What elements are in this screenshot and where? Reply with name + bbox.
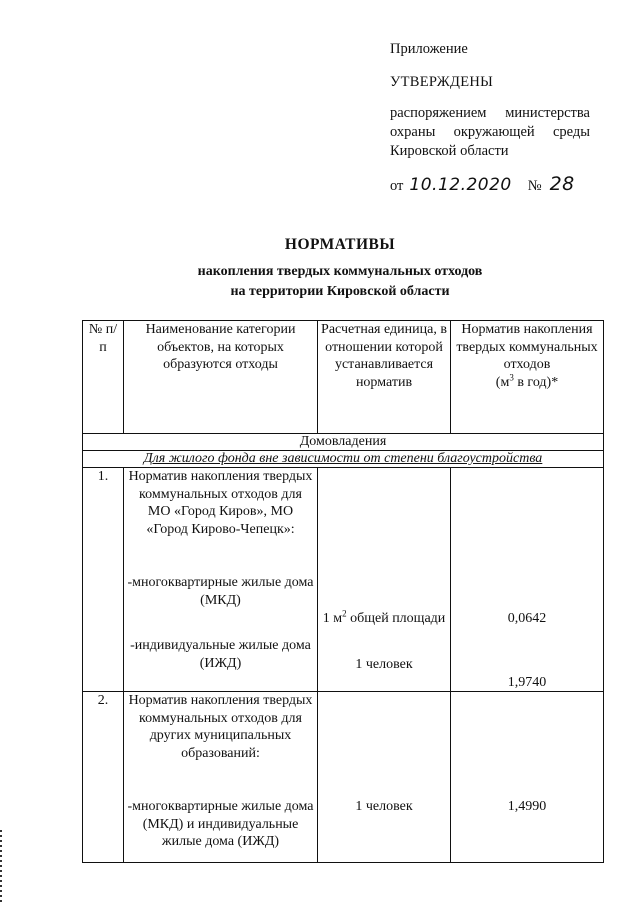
section-row-fund <box>83 451 604 468</box>
appendix-label: Приложение <box>390 41 468 57</box>
item-name: -индивидуальные жилые дома (ИЖД) <box>130 638 311 671</box>
item-value: 0,0642 <box>507 611 547 626</box>
row-title: Норматив накопления твердых коммунальных отходов для других муниципальных образований: <box>128 693 313 761</box>
header-norm-text: Норматив накопления твердых коммунальных отходов <box>456 322 598 372</box>
title-line-2: на территории Кировской области <box>230 284 450 299</box>
header-norm <box>451 321 604 434</box>
header-category: Наименование категории объектов, на которых образуются отходы <box>124 321 318 434</box>
section-fund: Для жилого фонда вне зависимости от степени благоустройства <box>83 451 604 468</box>
item-unit-a: 1 м <box>322 611 343 626</box>
item-unit: 1 человек <box>355 656 413 672</box>
item-name: -многоквартирные жилые дома (МКД) и индивидуальные жилые дома (ИЖД) <box>127 799 314 849</box>
item-unit: 1 человек <box>355 799 413 814</box>
section-row-housing <box>83 434 604 451</box>
handwritten-number: 28 <box>549 173 575 195</box>
title-main: НОРМАТИВЫ <box>284 236 396 253</box>
approval-basis: распоряжением министерства охраны окружающей среды Кировской области <box>390 105 590 159</box>
order-date-number <box>390 175 590 196</box>
document-title <box>80 236 600 302</box>
header-norm-unit-b: в год)* <box>513 374 559 390</box>
norms-table <box>82 320 604 863</box>
table-row <box>83 692 604 863</box>
title-line-1: накопления твердых коммунальных отходов <box>197 264 483 279</box>
date-prefix: от <box>390 178 404 194</box>
row-title: Норматив накопления твердых коммунальных отходов для МО «Город Киров», МО «Город Кирово-Чепецк»: <box>128 469 313 537</box>
handwritten-date: 10.12.2020 <box>409 175 512 195</box>
row-unit <box>318 468 451 692</box>
item-value: 1,9740 <box>507 674 547 690</box>
item-value: 1,4990 <box>507 799 547 814</box>
header-norm-unit-a: (м <box>495 374 510 390</box>
item-unit-sup: 2 <box>342 608 347 619</box>
number-prefix: № <box>527 178 542 194</box>
row-value <box>451 468 604 692</box>
item-name: -многоквартирные жилые дома (МКД) <box>127 575 314 608</box>
header-unit: Расчетная единица, в отношении которой устанавливается норматив <box>318 321 451 434</box>
row-num: 2. <box>83 692 124 863</box>
section-housing: Домовладения <box>83 434 604 451</box>
approval-block <box>390 40 590 196</box>
scan-edge-mark <box>0 830 2 905</box>
row-num: 1. <box>83 468 124 692</box>
header-num: № п/п <box>83 321 124 434</box>
row-category <box>124 468 318 692</box>
header-norm-unit-sup: 3 <box>509 371 514 382</box>
row-value <box>451 692 604 863</box>
approved-label: УТВЕРЖДЕНЫ <box>390 74 494 90</box>
row-unit <box>318 692 451 863</box>
item-unit-b: общей площади <box>346 611 446 626</box>
table-row <box>83 468 604 692</box>
table-header-row <box>83 321 604 434</box>
row-category <box>124 692 318 863</box>
